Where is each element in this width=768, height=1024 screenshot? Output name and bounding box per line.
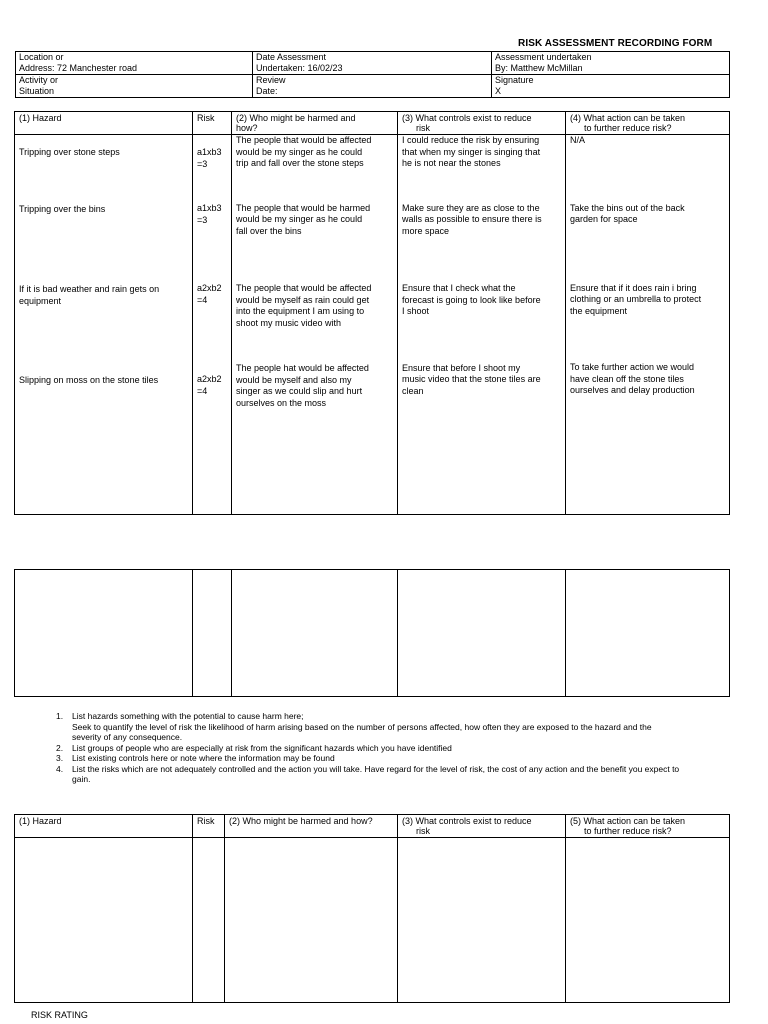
blank-hazard-cell (15, 570, 193, 697)
instruction-4-line1: List the risks which are not adequately controlled and the action you will take. Have regard for the level of risk, the cost of any action and the benefit you expect to (72, 763, 680, 774)
controls-row-4-line2: music video that the stone tiles are (402, 374, 541, 384)
second-risk-cell (193, 838, 225, 1003)
who-row-1-line1: The people that would be affected (236, 135, 372, 145)
controls-row-1-line3: he is not near the stones (402, 158, 501, 168)
who-row-1-line3: trip and fall over the stone steps (236, 158, 364, 168)
who-harmed-header (232, 112, 398, 135)
instruction-4-line2: gain. (72, 774, 91, 784)
who-harmed-header-2: (2) Who might be harmed and how? (225, 815, 398, 838)
instruction-3-line1: List existing controls here or note where the information may be found (72, 753, 335, 763)
instruction-text-1 (72, 711, 736, 743)
who-row-4-line4: ourselves on the moss (236, 397, 327, 408)
who-row-4-line3: singer as we could slip and hurt (236, 386, 363, 396)
hazard-column (15, 135, 193, 515)
blank-controls-cell (398, 570, 566, 697)
hazard-row-4: Slipping on moss on the stone tiles (19, 375, 159, 385)
controls-column (398, 135, 566, 515)
risk-header-2: Risk (193, 815, 225, 838)
review-label: Review (256, 75, 286, 85)
risk-column (193, 135, 232, 515)
risk-row-3-score: =4 (197, 294, 208, 305)
hazard-header-2: (1) Hazard (15, 815, 193, 838)
controls-header-2-line2: risk (416, 826, 430, 836)
who-row-3-line1: The people that would be affected (236, 283, 372, 293)
second-table-header (15, 815, 730, 838)
instruction-1-line2: Seek to quantify the level of risk the likelihood of harm arising based on the number of persons affected, how often they are exposed to the hazard and the (72, 721, 652, 732)
action-row-1: N/A (570, 135, 586, 145)
controls-row-4-line1: Ensure that before I shoot my (402, 362, 521, 373)
blank-risk-cell (193, 570, 232, 697)
activity-label: Activity or (19, 75, 59, 85)
hazard-row-3-line1: If it is bad weather and rain gets on (19, 284, 160, 294)
action-column (566, 135, 730, 515)
risk-row-2-score: =3 (197, 214, 208, 225)
assessment-info-table (15, 51, 730, 98)
assessment-undertaken-label: Assessment undertaken (495, 52, 592, 62)
form-title: RISK ASSESSMENT RECORDING FORM (518, 38, 713, 49)
controls-row-1-line1: I could reduce the risk by ensuring (402, 135, 540, 145)
address-value: Address: 72 Manchester road (19, 63, 138, 73)
controls-row-1-line2: that when my singer is singing that (402, 146, 541, 157)
instruction-number-3: 3. (56, 753, 64, 763)
date-assessment-label: Date Assessment (256, 52, 327, 62)
risk-row-2-formula: a1xb3 (197, 203, 222, 213)
action-header-2-line1: (5) What action can be taken (570, 816, 686, 826)
controls-row-2-line3: more space (402, 225, 450, 236)
hazard-table (14, 111, 730, 515)
who-row-2-line3: fall over the bins (236, 225, 302, 236)
instruction-1-line3: severity of any consequence. (72, 732, 183, 742)
signature-value: X (495, 86, 502, 96)
hazard-table-header (15, 112, 730, 135)
who-row-3-line2: would be myself as rain could get (236, 294, 370, 305)
who-row-4-line2: would be myself and also my (236, 374, 352, 385)
risk-row-3-formula: a2xb2 (197, 283, 222, 293)
blank-action-cell (566, 570, 730, 697)
review-cell (253, 75, 492, 98)
hazard-header: (1) Hazard (15, 112, 193, 135)
action-row-4-line2: have clean off the stone tiles (570, 373, 684, 384)
controls-header-2 (398, 815, 566, 838)
instruction-number-2: 2. (56, 742, 64, 753)
who-row-1-line2: would be my singer as he could (236, 146, 363, 157)
instruction-item-2 (56, 743, 736, 754)
action-row-2-line1: Take the bins out of the back (570, 202, 685, 213)
who-row-3-line3: into the equipment I am using to (236, 306, 365, 316)
who-row-4-line1: The people hat would be affected (236, 363, 369, 373)
second-table-body (15, 838, 730, 1003)
hazard-row-2: Tripping over the bins (19, 203, 106, 214)
who-row-3-line4: shoot my music video with (236, 317, 342, 328)
info-row-activity (16, 75, 730, 98)
who-harmed-header-line2: how? (236, 123, 258, 133)
action-header-line1: (4) What action can be taken (570, 113, 686, 123)
second-action-cell (566, 838, 730, 1003)
risk-row-4-formula: a2xb2 (197, 374, 222, 384)
blank-who-cell (232, 570, 398, 697)
controls-header-line1: (3) What controls exist to reduce (402, 113, 532, 123)
controls-row-3-line2: forecast is going to look like before (402, 294, 541, 305)
instruction-text-3 (72, 753, 736, 764)
instruction-number-4: 4. (56, 763, 64, 774)
risk-row-1-score: =3 (197, 158, 208, 169)
blank-table-row (15, 570, 730, 697)
risk-rating-label: RISK RATING (31, 1010, 88, 1020)
activity-cell (16, 75, 253, 98)
situation-label: Situation (19, 86, 55, 96)
second-hazard-cell (15, 838, 193, 1003)
location-cell (16, 52, 253, 75)
instruction-item-3 (56, 753, 736, 764)
instruction-number-1: 1. (56, 711, 64, 721)
action-row-4-line3: ourselves and delay production (570, 385, 695, 395)
instruction-text-4 (72, 764, 736, 785)
info-row-location (16, 52, 730, 75)
controls-header-line2: risk (416, 123, 430, 133)
instruction-item-4 (56, 764, 736, 785)
instructions-list (56, 711, 736, 785)
action-row-4-line1: To take further action we would (570, 362, 695, 372)
controls-row-3-line1: Ensure that I check what the (402, 283, 516, 293)
assessor-value: By: Matthew McMillan (495, 63, 583, 73)
second-controls-cell (398, 838, 566, 1003)
instruction-2-line1: List groups of people who are especially at risk from the significant hazards which you have identified (72, 742, 452, 753)
date-cell (253, 52, 492, 75)
risk-row-4-score: =4 (197, 385, 208, 396)
instruction-item-1 (56, 711, 736, 743)
action-header-2-line2: to further reduce risk? (584, 826, 672, 836)
instruction-1-line1: List hazards something with the potential to cause harm here; (72, 711, 304, 721)
hazard-table-body (15, 135, 730, 515)
signature-label: Signature (495, 75, 534, 85)
controls-row-2-line2: walls as possible to ensure there is (402, 214, 542, 224)
second-hazard-table (14, 814, 730, 1003)
controls-row-2-line1: Make sure they are as close to the (402, 202, 540, 213)
action-header-2 (566, 815, 730, 838)
undertaken-date-value: Undertaken: 16/02/23 (256, 63, 343, 73)
review-date-label: Date: (256, 86, 278, 96)
action-row-3-line2: clothing or an umbrella to protect (570, 294, 702, 304)
hazard-row-3-line2: equipment (19, 295, 62, 306)
action-row-3-line1: Ensure that if it does rain i bring (570, 282, 697, 293)
signature-cell (492, 75, 730, 98)
action-header (566, 112, 730, 135)
who-row-2-line1: The people that would be harmed (236, 202, 371, 213)
instruction-text-2 (72, 743, 736, 754)
risk-row-1-formula: a1xb3 (197, 147, 222, 157)
controls-header-2-line1: (3) What controls exist to reduce (402, 816, 532, 826)
who-row-2-line2: would be my singer as he could (236, 214, 363, 224)
controls-header (398, 112, 566, 135)
assessor-cell (492, 52, 730, 75)
who-harmed-column (232, 135, 398, 515)
second-who-cell (225, 838, 398, 1003)
blank-hazard-table (14, 569, 730, 697)
action-header-line2: to further reduce risk? (584, 123, 672, 133)
who-harmed-header-line1: (2) Who might be harmed and (236, 113, 356, 123)
location-label: Location or (19, 52, 64, 62)
controls-row-3-line3: I shoot (402, 306, 430, 316)
controls-row-4-line3: clean (402, 385, 424, 396)
action-row-3-line3: the equipment (570, 305, 628, 316)
hazard-row-1: Tripping over stone steps (19, 147, 120, 157)
action-row-2-line2: garden for space (570, 214, 638, 224)
risk-header: Risk (193, 112, 232, 135)
